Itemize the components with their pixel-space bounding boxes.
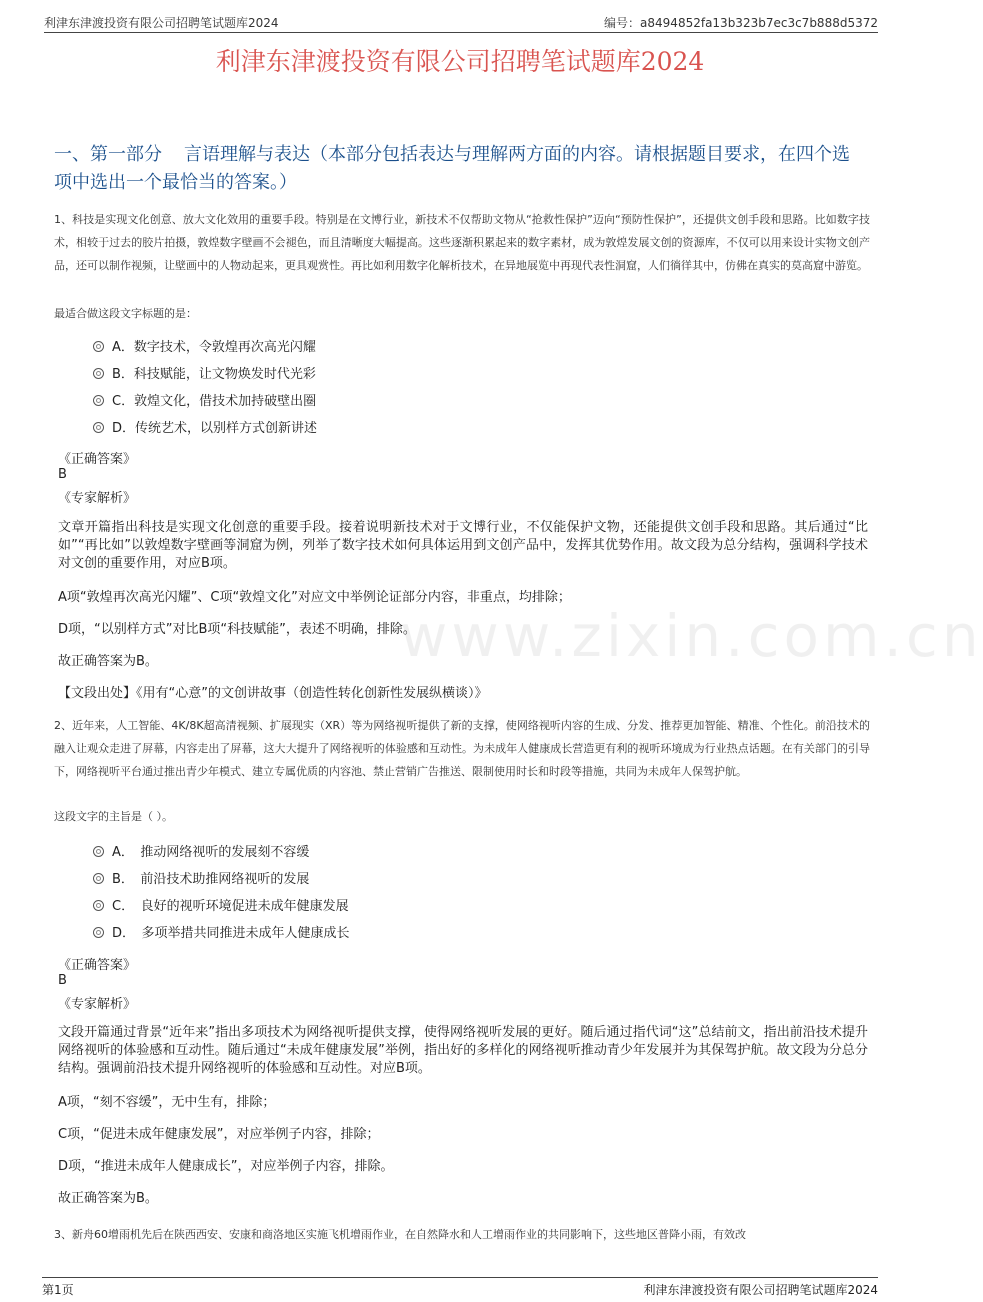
q1-answer: B <box>58 467 67 482</box>
q1-analysis-text: 文章开篇指出科技是实现文化创意的重要手段。接着说明新技术对于文博行业，不仅能保护文物，还能提供文创手段和思路。其后通过“比如”“再比如”以敦煌数字壁画等洞窟为例，列举了数字技术如何具体运用到文创产品中，发挥其优势作用。故文段为总分结构，强调科学技术对文创的重要作用，对应B项。 <box>58 520 868 571</box>
q2-option-c[interactable]: C． 良好的视听环境促进未成年健康发展 <box>93 896 349 918</box>
page-footer <box>42 1277 878 1296</box>
q3-stem: 3、新舟60增雨机先后在陕西西安、安康和商洛地区实施飞机增雨作业，在自然降水和人工增雨作业的共同影响下，这些地区普降小雨，有效改 <box>54 1228 746 1241</box>
page-title: 利津东津渡投资有限公司招聘笔试题库2024 <box>215 47 705 76</box>
q1-option-c[interactable]: C．敦煌文化，借技术加持破壁出圈 <box>93 391 316 413</box>
radio-icon[interactable] <box>93 341 104 352</box>
header-doc-title: 利津东津渡投资有限公司招聘笔试题库2024 <box>44 16 279 30</box>
radio-icon[interactable] <box>93 900 104 911</box>
q1-option-a[interactable]: A．数字技术，令敦煌再次高光闪耀 <box>93 337 316 359</box>
q1-ask: 最适合做这段文字标题的是： <box>54 307 197 320</box>
q2-answer-label: 《正确答案》 <box>58 958 137 973</box>
section-heading <box>54 141 864 197</box>
radio-icon[interactable] <box>93 422 104 433</box>
radio-icon[interactable] <box>93 873 104 884</box>
q2-analysis-d: D项，“推进未成年人健康成长”，对应举例子内容，排除。 <box>58 1159 394 1174</box>
q2-option-a[interactable]: A． 推动网络视听的发展刻不容缓 <box>93 842 309 864</box>
header-doc-id: 编号：a8494852fa13b323b7ec3c7b888d5372 <box>604 16 878 30</box>
q2-option-d[interactable]: D． 多项举措共同推进未成年人健康成长 <box>93 923 350 945</box>
q2-analysis-label: 《专家解析》 <box>58 997 137 1012</box>
radio-icon[interactable] <box>93 927 104 938</box>
q2-analysis-c: C项，“促进未成年健康发展”，对应举例子内容，排除； <box>58 1127 380 1142</box>
q1-option-d[interactable]: D．传统艺术，以别样方式创新讲述 <box>93 418 317 440</box>
radio-icon[interactable] <box>93 368 104 379</box>
q2-answer: B <box>58 973 67 988</box>
page-header <box>44 10 878 33</box>
section-part: 一、第一部分 <box>54 144 162 165</box>
radio-icon[interactable] <box>93 395 104 406</box>
page-number: 第1页 <box>42 1283 74 1297</box>
q2-analysis-text: 文段开篇通过背景“近年来”指出多项技术为网络视听提供支撑，使得网络视听发展的更好。随后通过指代词“这”总结前文，指出前沿技术提升网络视听的体验感和互动性。随后通过“未成年健康发展”举例，指出好的多样化的网络视听推动青少年发展并为其保驾护航。故文段为分总分结构。强调前沿技术提升网络视听的体验感和互动性。对应B项。 <box>58 1025 868 1076</box>
q1-analysis-label: 《专家解析》 <box>58 491 137 506</box>
q1-answer-label: 《正确答案》 <box>58 452 137 467</box>
q1-source: 【文段出处】《用有“心意”的文创讲故事（创造性转化创新性发展纵横谈）》 <box>58 686 488 701</box>
q2-analysis-a: A项，“刻不容缓”，无中生有，排除； <box>58 1095 276 1110</box>
q1-analysis-d: D项，“以别样方式”对比B项“科技赋能”，表述不明确，排除。 <box>58 622 416 637</box>
q2-stem: 2、近年来，人工智能、4K/8K超高清视频、扩展现实（XR）等为网络视听提供了新的支撑，使网络视听内容的生成、分发、推荐更加智能、精准、个性化。前沿技术的融入让观众走进了屏幕，内容走出了屏幕，这大大提升了网络视听的体验感和互动性。为未成年人健康成长营造更有利的视听环境成为行业热点话题。在有关部门的引导下，网络视听平台通过推出青少年模式、建立专属优质的内容池、禁止营销广告推送、限制使用时长和时段等措施，共同为未成年人保驾护航。 <box>54 719 870 778</box>
q1-analysis-a: A项“敦煌再次高光闪耀”、C项“敦煌文化”对应文中举例论证部分内容，非重点，均排除； <box>58 590 571 605</box>
q2-option-b[interactable]: B． 前沿技术助推网络视听的发展 <box>93 869 309 891</box>
watermark: www.zixin.com.cn <box>400 602 983 670</box>
footer-doc-title: 利津东津渡投资有限公司招聘笔试题库2024 <box>643 1283 878 1297</box>
q1-analysis-conclusion: 故正确答案为B。 <box>58 654 158 669</box>
q1-stem: 1、科技是实现文化创意、放大文化效用的重要手段。特别是在文博行业，新技术不仅帮助文物从“抢救性保护”迈向“预防性保护”，还提供文创手段和思路。比如数字技术，相较于过去的胶片拍摄，敦煌数字壁画不会褪色，而且清晰度大幅提高。这些逐渐积累起来的数字素材，成为敦煌发展文创的资源库，不仅可以用来设计实物文创产品，还可以制作视频，让壁画中的人物动起来，更具观赏性。再比如利用数字化解析技术，在异地展览中再现代表性洞窟，人们徜徉其中，仿佛在真实的莫高窟中游览。 <box>54 213 870 272</box>
q1-option-b[interactable]: B．科技赋能，让文物焕发时代光彩 <box>93 364 316 386</box>
q2-ask: 这段文字的主旨是（ ）。 <box>54 810 173 823</box>
radio-icon[interactable] <box>93 846 104 857</box>
q2-analysis-conclusion: 故正确答案为B。 <box>58 1191 158 1206</box>
section-instructions: 言语理解与表达（本部分包括表达与理解两方面的内容。请根据题目要求，在四个选项中选出一个最恰当的答案。） <box>54 144 850 193</box>
